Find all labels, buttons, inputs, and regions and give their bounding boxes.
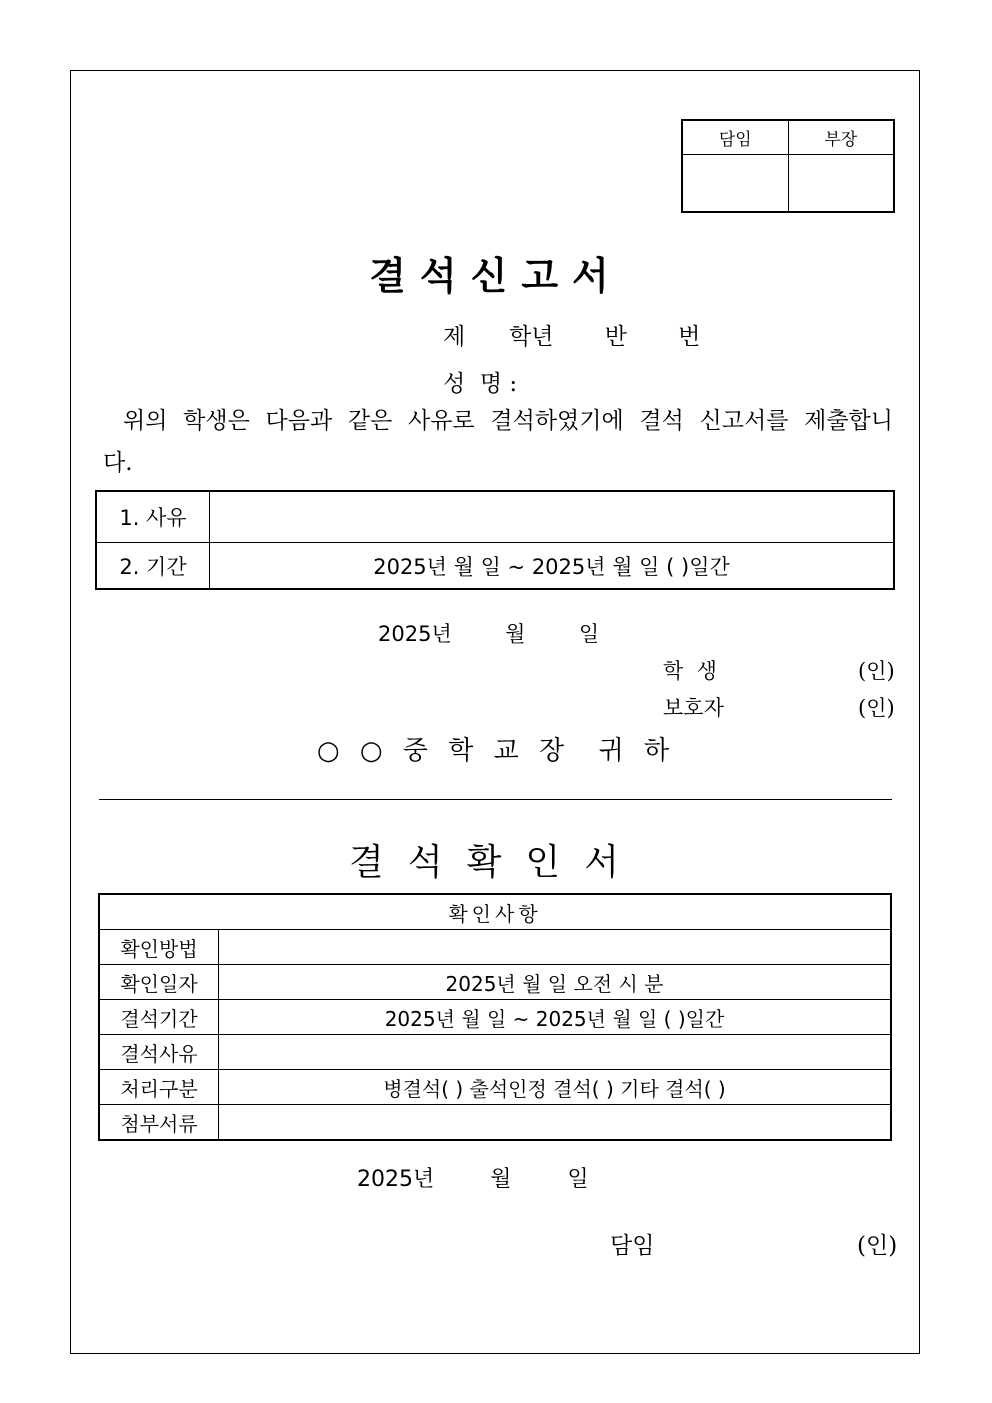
absence-period-field[interactable]: 2025년 월 일 ~ 2025년 월 일 ( )일간: [219, 1000, 892, 1035]
table-row: [99, 1070, 891, 1105]
approval-homeroom-header: 담임: [682, 120, 788, 155]
table-row: [99, 965, 891, 1000]
table-row: [99, 1105, 891, 1141]
attachments-label: 첨부서류: [99, 1105, 219, 1141]
table-row: [99, 1000, 891, 1035]
confirmation-date: 2025년 월 일: [357, 1167, 589, 1192]
attachments-field[interactable]: [219, 1105, 892, 1141]
section-divider: [99, 799, 892, 800]
processing-type-field[interactable]: 병결석( ) 출석인정 결석( ) 기타 결석( ): [219, 1070, 892, 1105]
confirm-date-label: 확인일자: [99, 965, 219, 1000]
student-seal[interactable]: (인): [858, 659, 895, 683]
confirm-method-label: 확인방법: [99, 930, 219, 965]
approval-homeroom-sign-cell[interactable]: [682, 155, 788, 213]
approval-head-header: 부장: [788, 120, 894, 155]
report-title: 결석신고서: [369, 253, 623, 298]
addressee: ○ ○ 중 학 교 장 귀 하: [316, 736, 676, 766]
homeroom-teacher-seal[interactable]: (인): [857, 1233, 898, 1259]
confirmation-title: 결석확인서: [349, 842, 643, 883]
confirmation-table: [98, 893, 892, 1141]
student-name-line: 성 명 :: [443, 371, 518, 397]
report-date: 2025년 월 일: [378, 622, 600, 646]
absence-reason-field[interactable]: [219, 1035, 892, 1070]
table-row: [99, 894, 891, 930]
guardian-seal[interactable]: (인): [858, 696, 895, 720]
approval-head-sign-cell[interactable]: [788, 155, 894, 213]
reason-field[interactable]: [210, 491, 895, 543]
table-row: [96, 543, 894, 590]
processing-type-label: 처리구분: [99, 1070, 219, 1105]
student-label: 학 생: [663, 659, 717, 683]
approval-box: [681, 119, 895, 213]
reason-label: 1. 사유: [96, 491, 210, 543]
grade-class-number-line: 제 학년 반 번: [443, 324, 701, 350]
confirm-method-field[interactable]: [219, 930, 892, 965]
period-field[interactable]: 2025년 월 일 ~ 2025년 월 일 ( )일간: [210, 543, 895, 590]
report-statement: 위의 학생은 다음과 같은 사유로 결석하였기에 결석 신고서를 제출합니다.: [103, 408, 893, 476]
absence-reason-label: 결석사유: [99, 1035, 219, 1070]
period-label: 2. 기간: [96, 543, 210, 590]
confirm-date-field[interactable]: 2025년 월 일 오전 시 분: [219, 965, 892, 1000]
table-row: [99, 1035, 891, 1070]
absence-period-label: 결석기간: [99, 1000, 219, 1035]
guardian-label: 보호자: [663, 696, 724, 720]
report-table: [95, 490, 895, 590]
table-row: [96, 491, 894, 543]
homeroom-teacher-label: 담임: [610, 1233, 655, 1259]
table-row: [99, 930, 891, 965]
confirmation-table-header: 확인사항: [99, 894, 891, 930]
